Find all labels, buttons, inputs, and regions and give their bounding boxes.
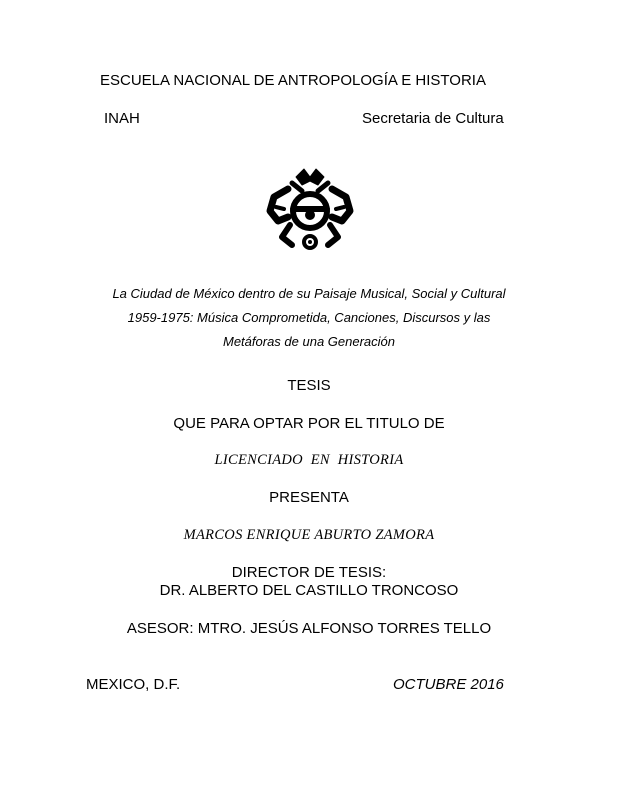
thesis-title	[0, 282, 618, 354]
date-label: OCTUBRE 2016	[393, 676, 504, 693]
degree-name: LICENCIADO EN HISTORIA	[214, 452, 404, 468]
thesis-title-line-3: Metáforas de una Generación	[223, 334, 395, 349]
advisor-line: ASESOR: MTRO. JESÚS ALFONSO TORRES TELLO	[126, 620, 492, 637]
director-label: DIRECTOR DE TESIS:	[231, 564, 387, 581]
thesis-title-line-1: La Ciudad de México dentro de su Paisaje Musical, Social y Cultural	[112, 286, 506, 301]
enah-glyph-emblem-icon	[266, 167, 354, 251]
director-name: DR. ALBERTO DEL CASTILLO TRONCOSO	[159, 582, 459, 599]
presents-label: PRESENTA	[269, 489, 349, 506]
degree-purpose: QUE PARA OPTAR POR EL TITULO DE	[173, 415, 445, 432]
author-name: MARCOS ENRIQUE ABURTO ZAMORA	[183, 527, 435, 543]
institution-name: ESCUELA NACIONAL DE ANTROPOLOGÍA E HISTORIA	[100, 72, 486, 89]
document-type: TESIS	[287, 377, 331, 394]
thesis-title-line-2: 1959-1975: Música Comprometida, Canciones, Discursos y las	[127, 310, 491, 325]
place-label: MEXICO, D.F.	[86, 676, 181, 693]
inah-label: INAH	[104, 110, 140, 127]
secretaria-label: Secretaria de Cultura	[362, 110, 504, 127]
